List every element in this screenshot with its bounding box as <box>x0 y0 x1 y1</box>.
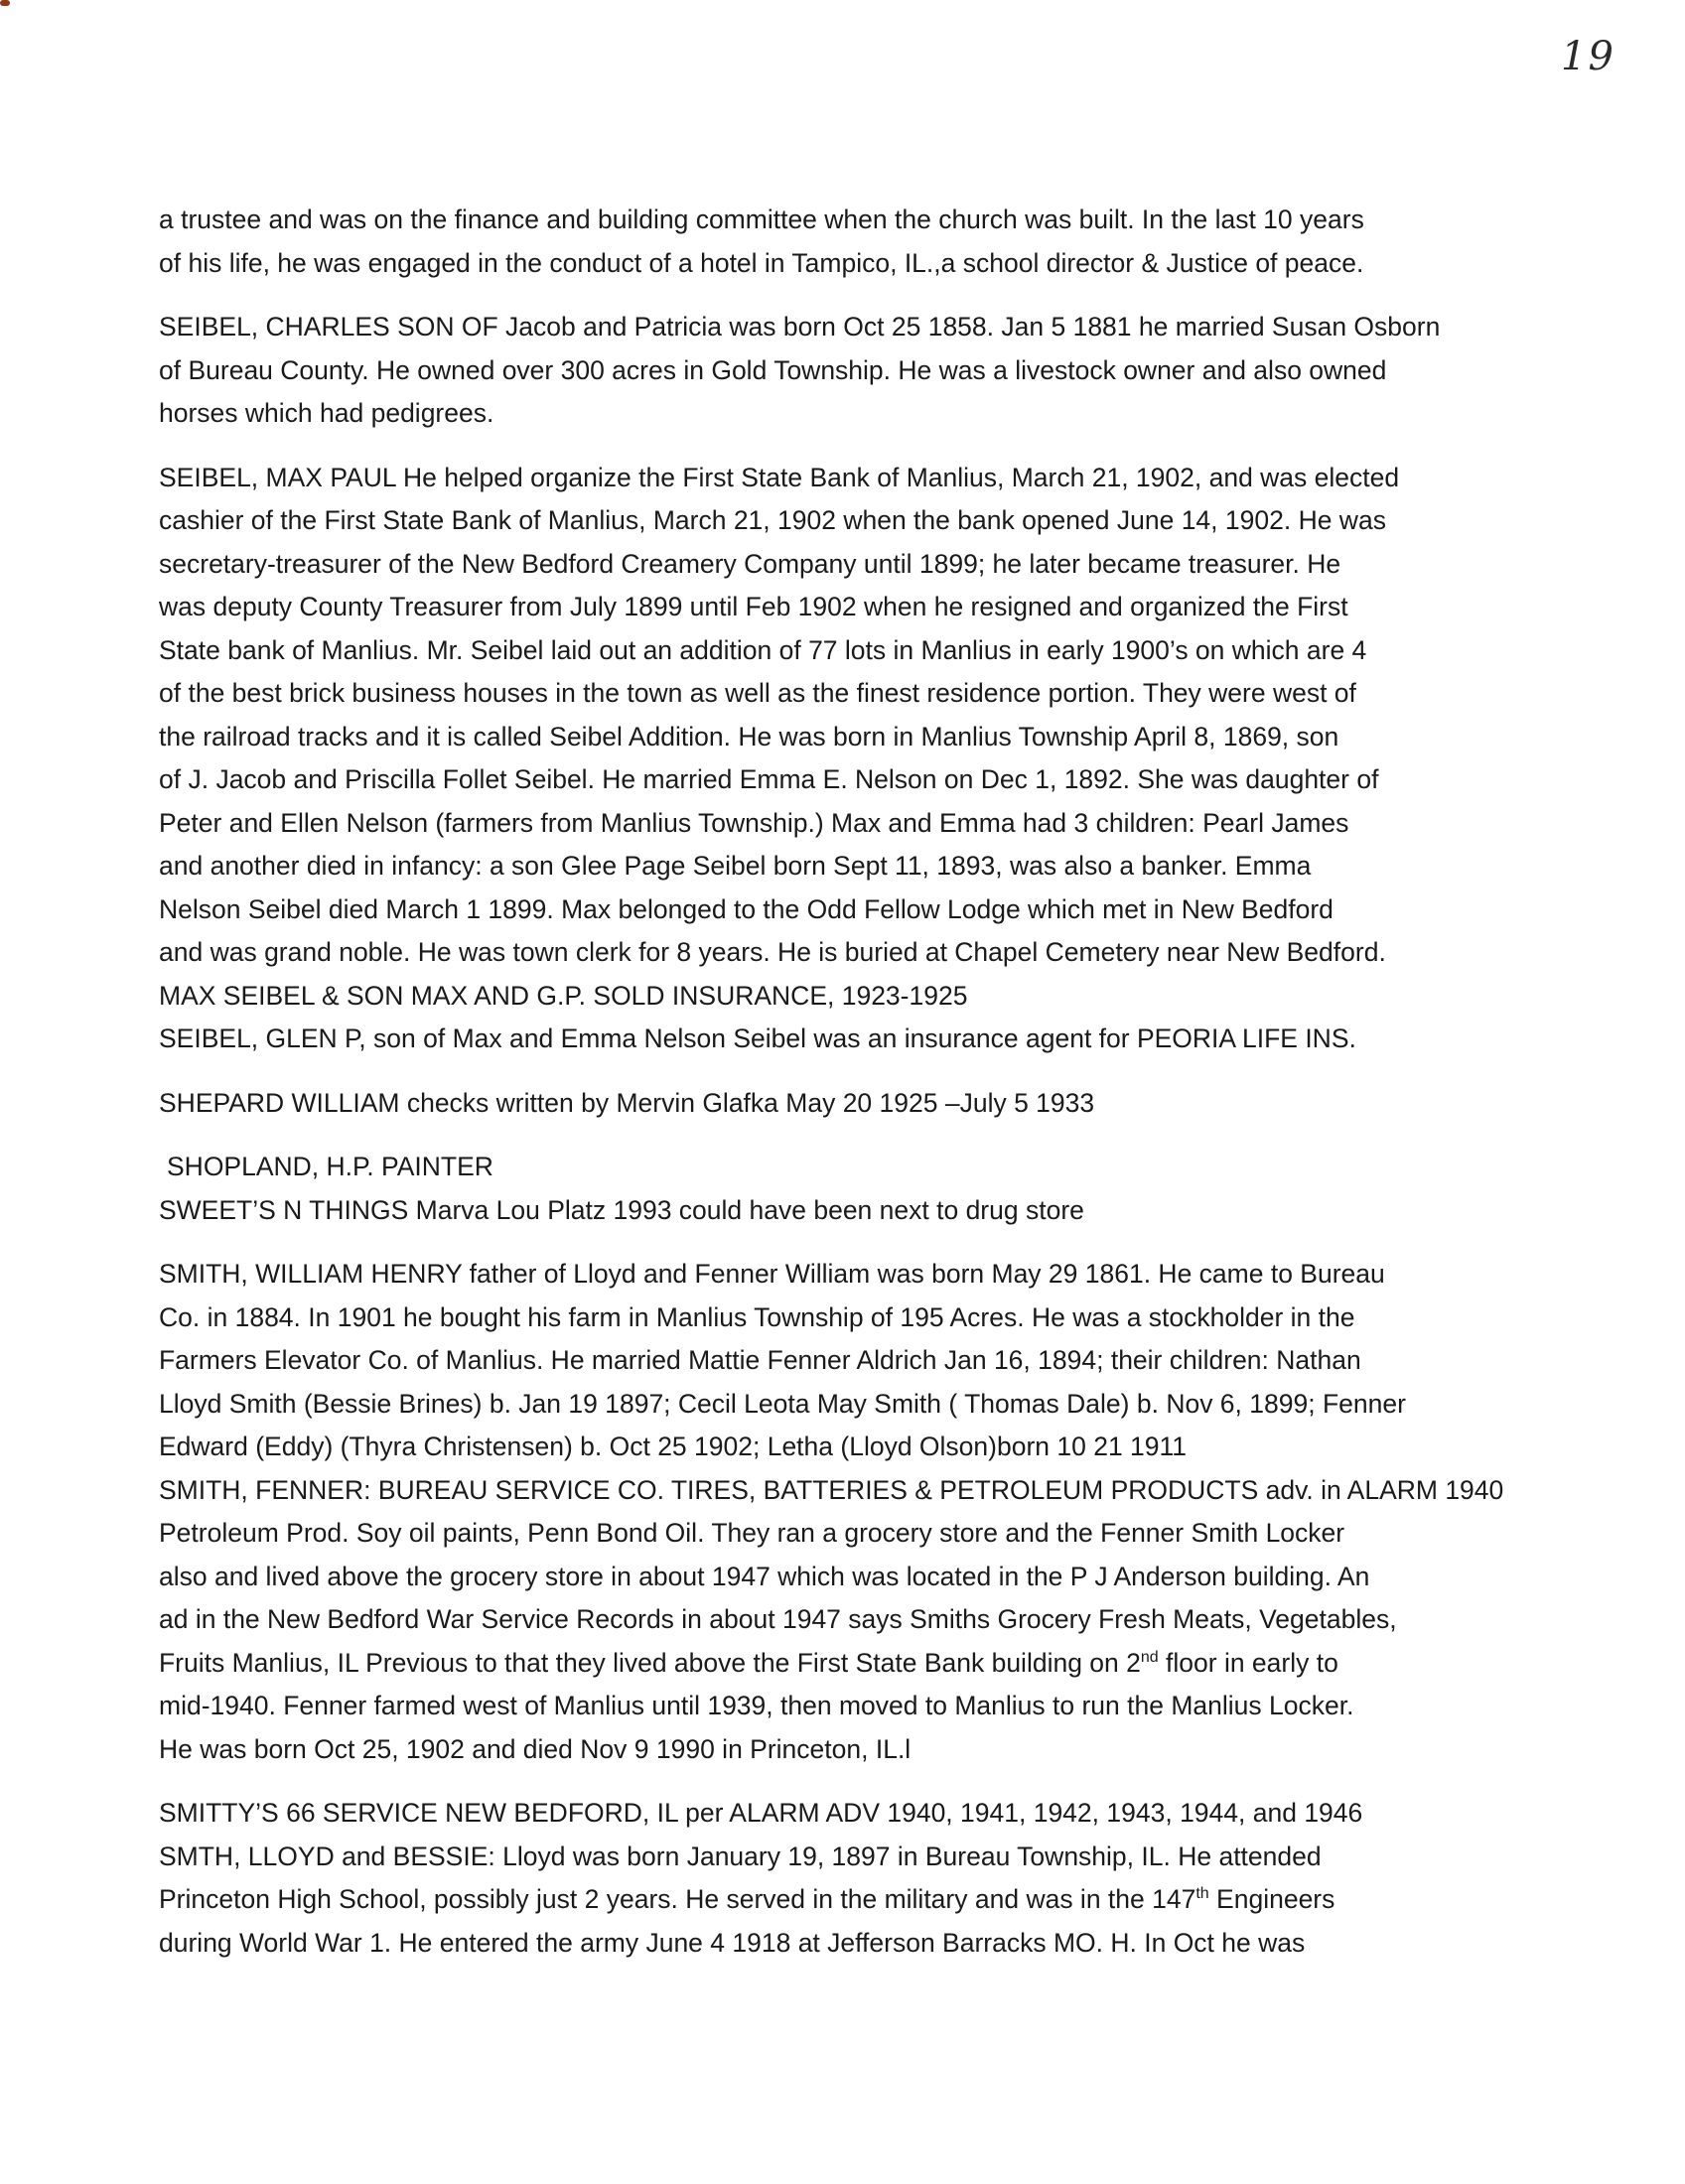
text-line: the railroad tracks and it is called Seibel Addition. He was born in Manlius Township April 8, 1869, son <box>159 721 1339 751</box>
text-segment: floor in early to <box>1158 1647 1338 1678</box>
paragraph-seibel-charles <box>159 306 1470 436</box>
text-line: Nelson Seibel died March 1 1899. Max belonged to the Odd Fellow Lodge which met in New Bedford <box>159 893 1334 924</box>
text-line: SMITH, FENNER: BUREAU SERVICE CO. TIRES, BATTERIES & PETROLEUM PRODUCTS adv. in ALARM 1940 <box>159 1474 1504 1505</box>
text-line: cashier of the First State Bank of Manlius, March 21, 1902 when the bank opened June 14, 1902. He was <box>159 505 1386 535</box>
text-line: horses which had pedigrees. <box>159 398 494 428</box>
text-line: of the best brick business houses in the town as well as the finest residence portion. They were west of <box>159 678 1356 708</box>
text-line: He was born Oct 25, 1902 and died Nov 9 1990 in Princeton, IL.l <box>159 1733 912 1764</box>
paragraph-smittys-66 <box>159 1792 1470 1965</box>
text-line: also and lived above the grocery store in about 1947 which was located in the P J Anderson building. An <box>159 1561 1370 1591</box>
text-line: and was grand noble. He was town clerk for 8 years. He is buried at Chapel Cemetery near New Bedford. <box>159 937 1386 967</box>
paragraph-shepard-william <box>159 1082 1470 1126</box>
text-line: SMITTY’S 66 SERVICE NEW BEDFORD, IL per ALARM ADV 1940, 1941, 1942, 1943, 1944, and 1946 <box>159 1798 1363 1828</box>
paragraph-smith-william-henry <box>159 1253 1504 1771</box>
text-line: SEIBEL, MAX PAUL He helped organize the First State Bank of Manlius, March 21, 1902, and was elected <box>159 462 1400 492</box>
text-line: SMITH, WILLIAM HENRY father of Lloyd and Fenner William was born May 29 1861. He came to Bureau <box>159 1259 1385 1289</box>
text-line: of Bureau County. He owned over 300 acres in Gold Township. He was a livestock owner and also owned <box>159 354 1387 385</box>
text-line: State bank of Manlius. Mr. Seibel laid out an addition of 77 lots in Manlius in early 1900’s on which are 4 <box>159 634 1367 665</box>
superscript: th <box>1195 1885 1209 1903</box>
text-line: ad in the New Bedford War Service Records in about 1947 says Smiths Grocery Fresh Meats, Vegetables, <box>159 1604 1397 1634</box>
paragraph-seibel-max-paul <box>159 457 1470 1061</box>
text-line-with-superscript <box>159 1642 1470 1686</box>
document-body <box>159 199 1504 1965</box>
superscript: nd <box>1140 1648 1159 1666</box>
text-line: SMTH, LLOYD and BESSIE: Lloyd was born January 19, 1897 in Bureau Township, IL. He attended <box>159 1841 1322 1871</box>
text-line: SEIBEL, GLEN P, son of Max and Emma Nelson Seibel was an insurance agent for PEORIA LIFE INS. <box>159 1024 1356 1053</box>
text-line: was deputy County Treasurer from July 1899 until Feb 1902 when he resigned and organized the First <box>159 592 1348 621</box>
text-line: Petroleum Prod. Soy oil paints, Penn Bond Oil. They ran a grocery store and the Fenner Smith Locker <box>159 1518 1345 1548</box>
text-segment: Princeton High School, possibly just 2 years. He served in the military and was in the 147 <box>159 1884 1196 1914</box>
text-line: SWEET’S N THINGS Marva Lou Platz 1993 could have been next to drug store <box>159 1194 1084 1225</box>
paragraph-shopland <box>159 1146 1470 1232</box>
text-line: SHOPLAND, H.P. PAINTER <box>167 1152 493 1181</box>
text-line: mid-1940. Fenner farmed west of Manlius until 1939, then moved to Manlius to run the Manlius Locker. <box>159 1691 1354 1720</box>
text-line: of J. Jacob and Priscilla Follet Seibel. He married Emma E. Nelson on Dec 1, 1892. She was daughter of <box>159 764 1379 794</box>
text-line-with-superscript <box>159 1878 1470 1922</box>
text-line: of his life, he was engaged in the conduct of a hotel in Tampico, IL.,a school director & Justice of peace. <box>159 247 1364 278</box>
text-line: Farmers Elevator Co. of Manlius. He married Mattie Fenner Aldrich Jan 16, 1894; their children: Nathan <box>159 1345 1361 1375</box>
text-line: Lloyd Smith (Bessie Brines) b. Jan 19 1897; Cecil Leota May Smith ( Thomas Dale) b. Nov 6, 1899; Fenner <box>159 1388 1406 1419</box>
text-line: secretary-treasurer of the New Bedford Creamery Company until 1899; he later became treasurer. He <box>159 548 1341 579</box>
text-line: SEIBEL, CHARLES SON OF Jacob and Patricia was born Oct 25 1858. Jan 5 1881 he married Susan Osborn <box>159 312 1441 341</box>
paragraph-trustee <box>159 199 1470 285</box>
text-line: a trustee and was on the finance and building committee when the church was built. In the last 10 years <box>159 205 1364 234</box>
text-segment: Engineers <box>1208 1884 1335 1914</box>
text-segment: Fruits Manlius, IL Previous to that they lived above the First State Bank building on 2 <box>159 1647 1141 1678</box>
scan-edge-mark <box>0 0 10 6</box>
text-line: SHEPARD WILLIAM checks written by Mervin Glafka May 20 1925 –July 5 1933 <box>159 1087 1095 1118</box>
text-line: and another died in infancy: a son Glee Page Seibel born Sept 11, 1893, was also a banker. Emma <box>159 851 1312 881</box>
text-line: MAX SEIBEL & SON MAX AND G.P. SOLD INSURANCE, 1923-1925 <box>159 980 968 1011</box>
text-line: Edward (Eddy) (Thyra Christensen) b. Oct 25 1902; Letha (Lloyd Olson)born 10 21 1911 <box>159 1432 1188 1461</box>
text-line: Peter and Ellen Nelson (farmers from Manlius Township.) Max and Emma had 3 children: Pearl James <box>159 807 1349 838</box>
page-number: 19 <box>1561 34 1615 79</box>
text-line: Co. in 1884. In 1901 he bought his farm in Manlius Township of 195 Acres. He was a stockholder in the <box>159 1301 1355 1332</box>
text-line: during World War 1. He entered the army June 4 1918 at Jefferson Barracks MO. H. In Oct he was <box>159 1927 1306 1958</box>
